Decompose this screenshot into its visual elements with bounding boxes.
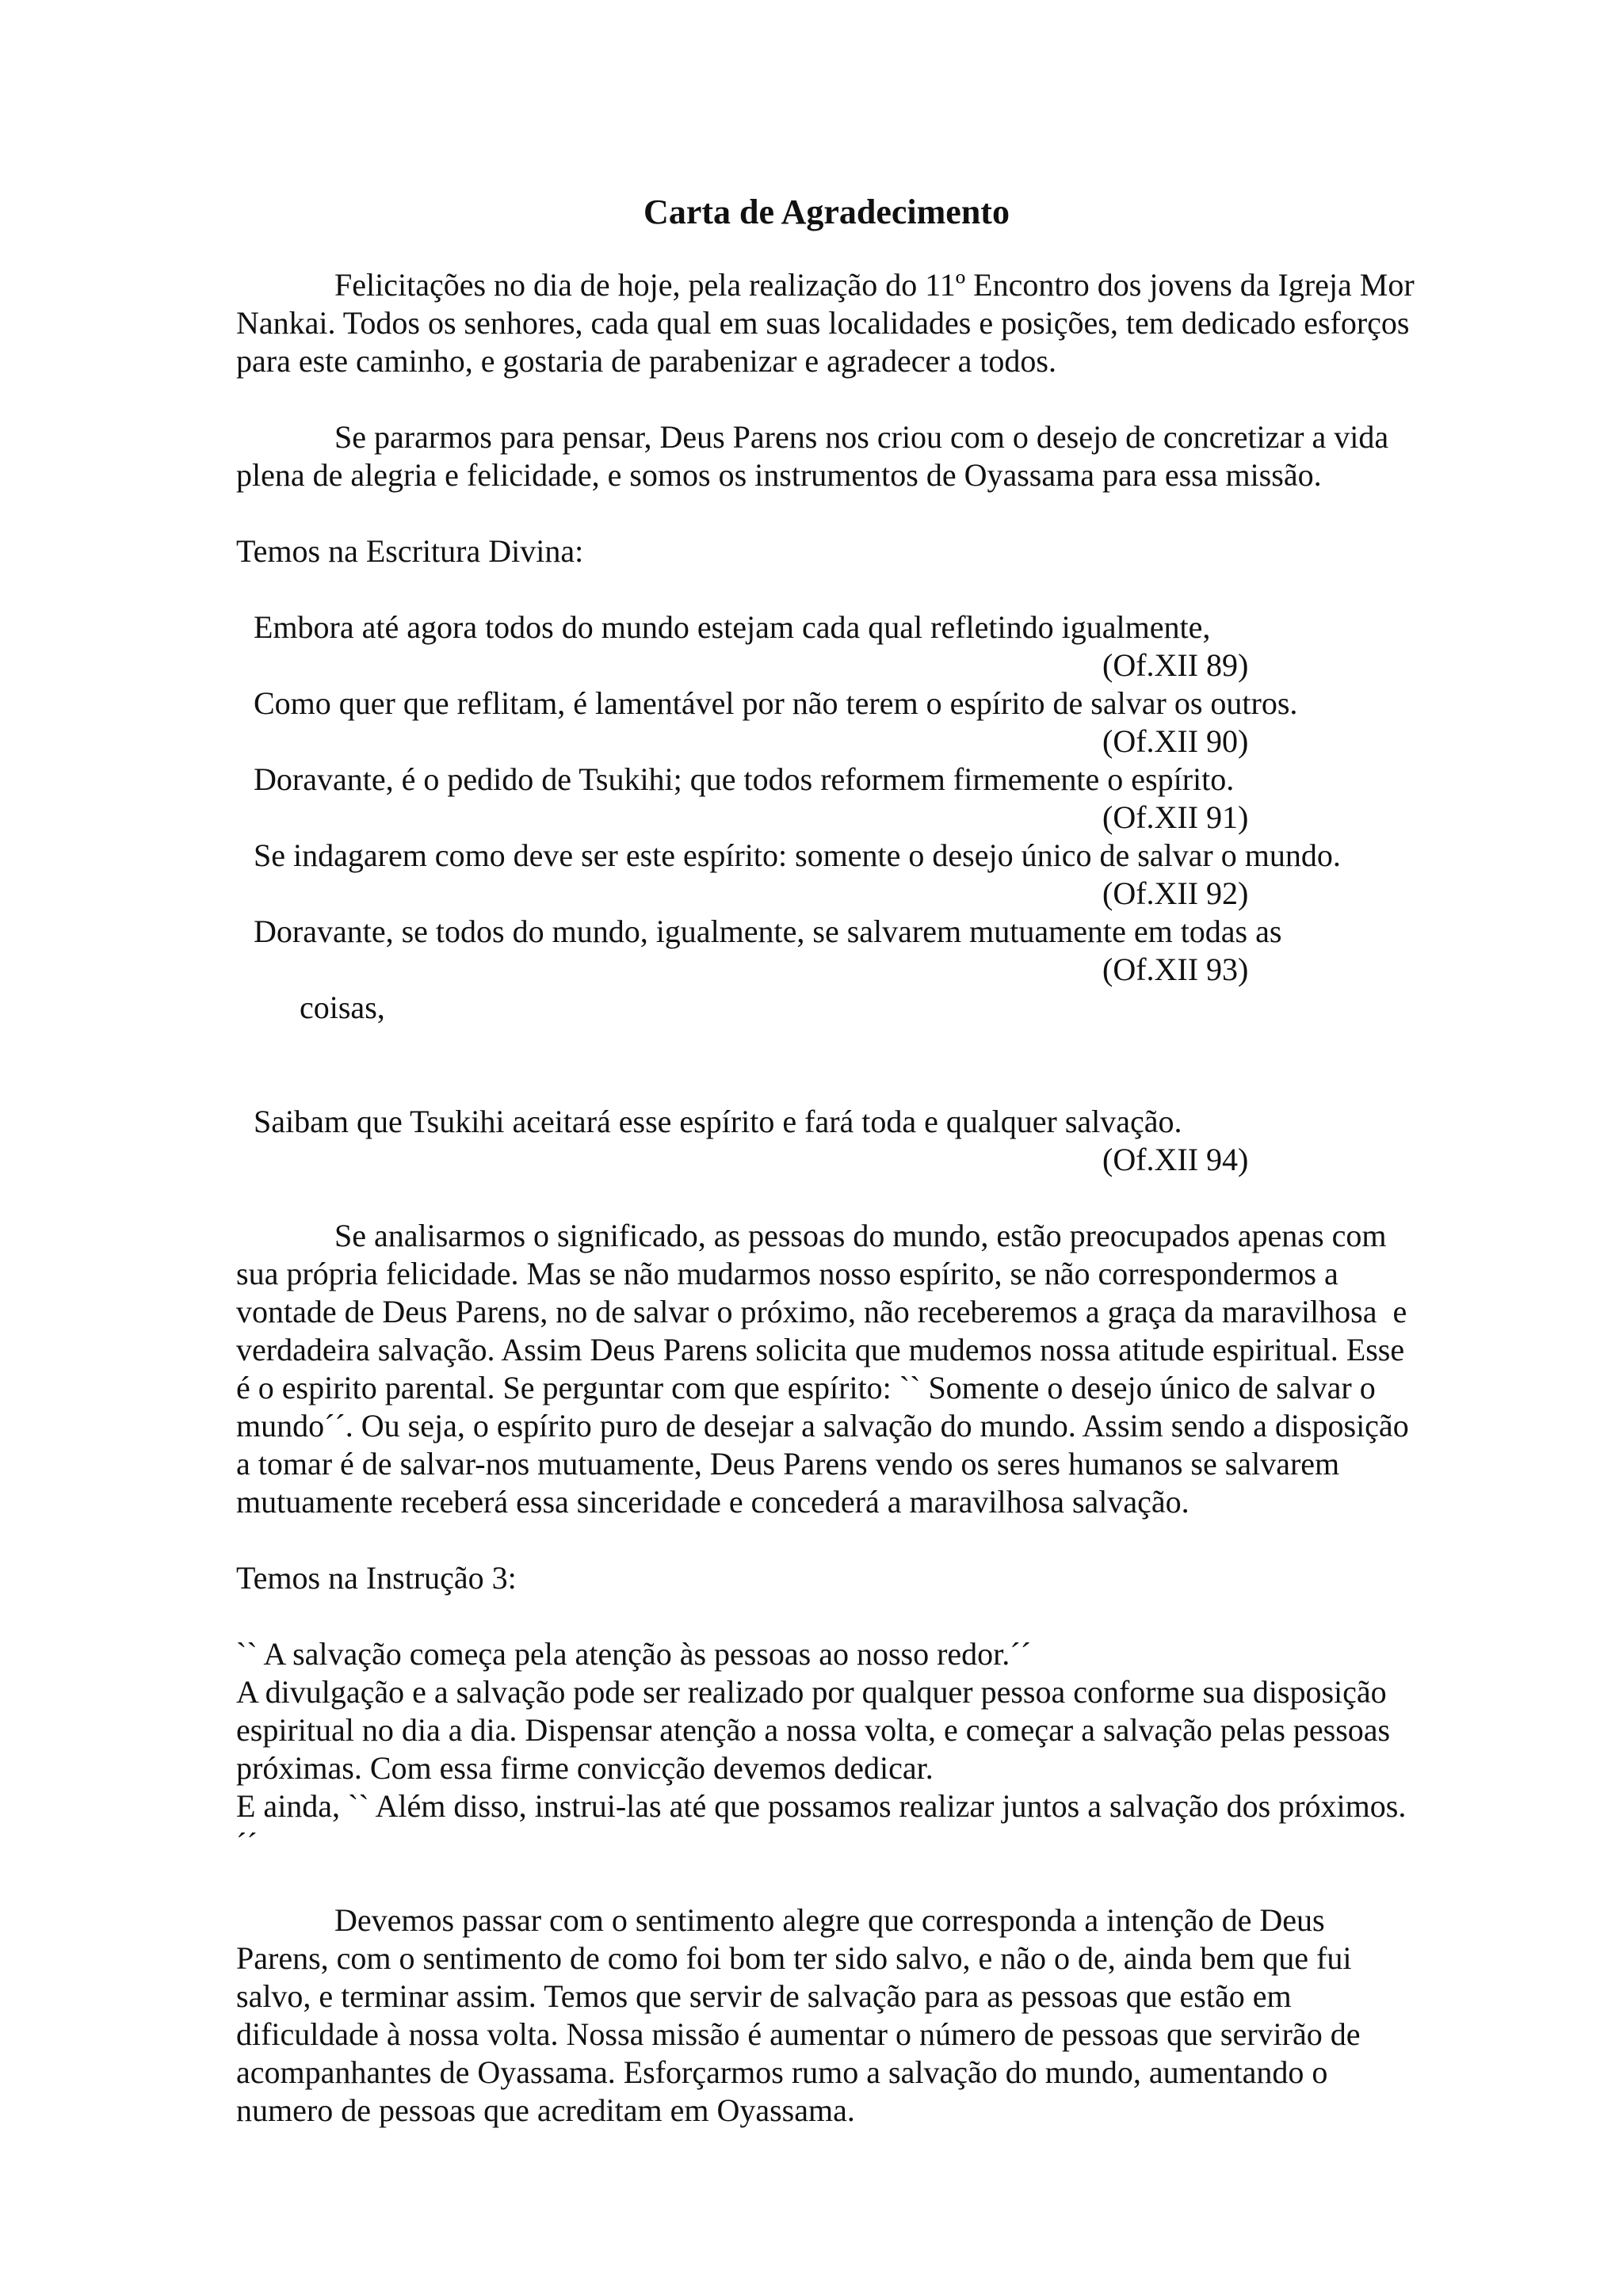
paragraph-congratulations: Felicitações no dia de hoje, pela realização do 11º Encontro dos jovens da Igreja Mor Nankai. Todos os senhores, cada qual em suas localidades e posições, tem dedicado esforços para este caminho, e gostaria de parabenizar e agradecer a todos. [236, 267, 1423, 379]
spacer [236, 1863, 1417, 1901]
scripture-verses [236, 608, 1417, 1179]
spacer [236, 1179, 1417, 1217]
letter-body [236, 190, 1423, 2130]
verse-text: Como quer que reflitam, é lamentável por não terem o espírito de salvar os outros. [254, 685, 1298, 721]
spacer [236, 380, 1417, 418]
verse-reference: (Of.XII 89) [1102, 647, 1249, 683]
verse-text-continued: coisas, [300, 990, 385, 1025]
verse-reference: (Of.XII 93) [1102, 952, 1249, 987]
instruction-quote: `` A salvação começa pela atenção às pessoas ao nosso redor.´´ [236, 1636, 1031, 1672]
verse-reference: (Of.XII 92) [1102, 875, 1249, 911]
spacer [236, 494, 1417, 532]
spacer [236, 570, 1417, 608]
instruction-text: A divulgação e a salvação pode ser realizado por qualquer pessoa conforme sua disposição espiritual no dia a dia. Dispensar atenção a nossa volta, e começar a salvação pelas pessoas próximas. Com essa firme convicção devemos dedicar. [236, 1674, 1399, 1786]
verse-line [236, 951, 1417, 1103]
paragraph-conclusion: Devemos passar com o sentimento alegre que corresponda a intenção de Deus Parens, com o sentimento de como foi bom ter sido salvo, e não o de, ainda bem que fui salvo, e terminar assim. Temos que servir de salvação para as pessoas que estão em dificuldade à nossa volta. Nossa missão é aumentar o número de pessoas que servirão de acompanhantes de Oyassama. Esforçarmos rumo a salvação do mundo, aumentando o numero de pessoas que acreditam em Oyassama. [236, 1902, 1369, 2128]
verse-text: Saibam que Tsukihi aceitará esse espírito e fará toda e qualquer salvação. [254, 1104, 1182, 1139]
spacer [236, 1597, 1417, 1635]
spacer [236, 1521, 1417, 1559]
instruction-intro: Temos na Instrução 3: [236, 1560, 517, 1596]
verse-text: Se indagarem como deve ser este espírito: somente o desejo único de salvar o mundo. [254, 837, 1341, 873]
verse-text: Doravante, é o pedido de Tsukihi; que todos reformem firmemente o espírito. [254, 761, 1235, 797]
verse-reference: (Of.XII 90) [1102, 723, 1249, 759]
instruction-more: E ainda, `` Além disso, instrui-las até que possamos realizar juntos a salvação dos próximos.´´ [236, 1788, 1407, 1862]
verse-reference: (Of.XII 91) [1102, 799, 1249, 835]
verse-reference: (Of.XII 94) [1102, 1142, 1249, 1177]
paragraph-analysis: Se analisarmos o significado, as pessoas do mundo, estão preocupados apenas com sua própria felicidade. Mas se não mudarmos nosso espírito, se não correspondermos a vontade de Deus Parens, no de salvar o próximo, não receberemos a graça da maravilhosa e verdadeira salvação. Assim Deus Parens solicita que mudemos nossa atitude espiritual. Esse é o espirito parental. Se perguntar com que espírito: `` Somente o desejo único de salvar o mundo´´. Ou seja, o espírito puro de desejar a salvação do mundo. Assim sendo a disposição a tomar é de salvar-nos mutuamente, Deus Parens vendo os seres humanos se salvarem mutuamente receberá essa sinceridade e concederá a maravilhosa salvação. [236, 1218, 1417, 1520]
paragraph-purpose: Se pararmos para pensar, Deus Parens nos criou com o desejo de concretizar a vida plena de alegria e felicidade, e somos os instrumentos de Oyassama para essa missão. [236, 419, 1397, 493]
verse-text: Embora até agora todos do mundo estejam cada qual refletindo igualmente, [254, 609, 1211, 645]
verse-text: Doravante, se todos do mundo, igualmente, se salvarem mutuamente em todas as [254, 913, 1282, 949]
scripture-intro: Temos na Escritura Divina: [236, 533, 584, 569]
document-title: Carta de Agradecimento [643, 193, 1010, 231]
